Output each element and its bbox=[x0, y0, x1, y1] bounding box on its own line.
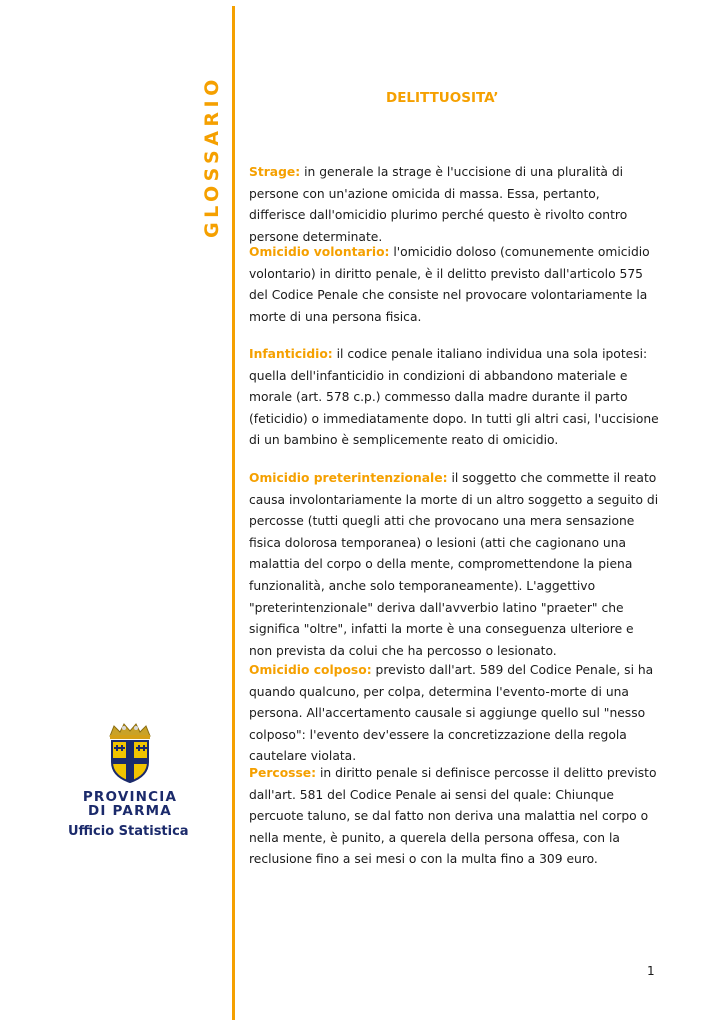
glossary-vertical-title: GLOSSARIO bbox=[201, 75, 223, 238]
glossary-definition: previsto dall'art. 589 del Codice Penale, si ha quando qualcuno, per colpa, determina l'evento-morte di una persona. All'accertamento causale si aggiunge quello sul "nesso colposo": l'evento dev'essere la concretizzazione della regola cautelare violata. bbox=[249, 663, 654, 764]
glossary-term: Percosse: bbox=[249, 766, 317, 780]
page-title: DELITTUOSITA’ bbox=[386, 90, 499, 106]
glossary-definition: in diritto penale si definisce percosse il delitto previsto dall'art. 581 del Codice Penale ai sensi del quale: Chiunque percuote taluno, se dal fatto non deriva una malattia nel corpo o nella mente, è punito, a querela della persona offesa, con la reclusione fino a sei mesi o con la multa fino a 309 euro. bbox=[249, 766, 657, 867]
glossary-definition: il soggetto che commette il reato causa involontariamente la morte di un altro soggetto a seguito di percosse (tutti quegli atti che provocano una mera sensazione fisica dolorosa temporanea) o lesioni (atti che cagionano una malattia del corpo o della mente, compromettendone la piena funzionalità, anche solo temporaneamente). L'aggettivo "preterintenzionale" deriva dall'avverbio latino "praeter" che significa "oltre", infatti la morte è una conseguenza ulteriore e non prevista da colui che ha percosso o lesionato. bbox=[249, 471, 659, 658]
org-name-line2: DI PARMA bbox=[88, 803, 172, 819]
glossary-term: Omicidio volontario: bbox=[249, 245, 390, 259]
office-name: Ufficio Statistica bbox=[68, 824, 189, 839]
glossary-entry bbox=[249, 660, 659, 768]
province-logo bbox=[60, 722, 200, 818]
glossary-term: Omicidio preterintenzionale: bbox=[249, 471, 448, 485]
glossary-definition: in generale la strage è l'uccisione di una pluralità di persone con un'azione omicida di massa. Essa, pertanto, differisce dall'omicidio plurimo perché questo è rivolto contro persone determinate. bbox=[249, 165, 628, 244]
glossary-entry bbox=[249, 468, 659, 662]
page-number: 1 bbox=[647, 964, 655, 978]
glossary-definition: il codice penale italiano individua una sola ipotesi: quella dell'infanticidio in condizioni di abbandono materiale e morale (art. 578 c.p.) commesso dalla madre durante il parto (feticidio) o immediatamente dopo. In tutti gli altri casi, l'uccisione di un bambino è semplicemente reato di omicidio. bbox=[249, 347, 659, 448]
glossary-entry bbox=[249, 242, 659, 328]
glossary-entry bbox=[249, 344, 659, 452]
glossary-term: Omicidio colposo: bbox=[249, 663, 372, 677]
province-crest-icon bbox=[102, 722, 158, 784]
glossary-definition: l'omicidio doloso (comunemente omicidio volontario) in diritto penale, è il delitto previsto dall'articolo 575 del Codice Penale che consiste nel provocare volontariamente la morte di una persona fisica. bbox=[249, 245, 650, 324]
vertical-divider bbox=[232, 6, 235, 1020]
org-name-line1: PROVINCIA bbox=[82, 789, 178, 805]
glossary-entry bbox=[249, 162, 659, 248]
glossary-entry bbox=[249, 763, 659, 871]
glossary-term: Infanticidio: bbox=[249, 347, 333, 361]
glossary-term: Strage: bbox=[249, 165, 301, 179]
